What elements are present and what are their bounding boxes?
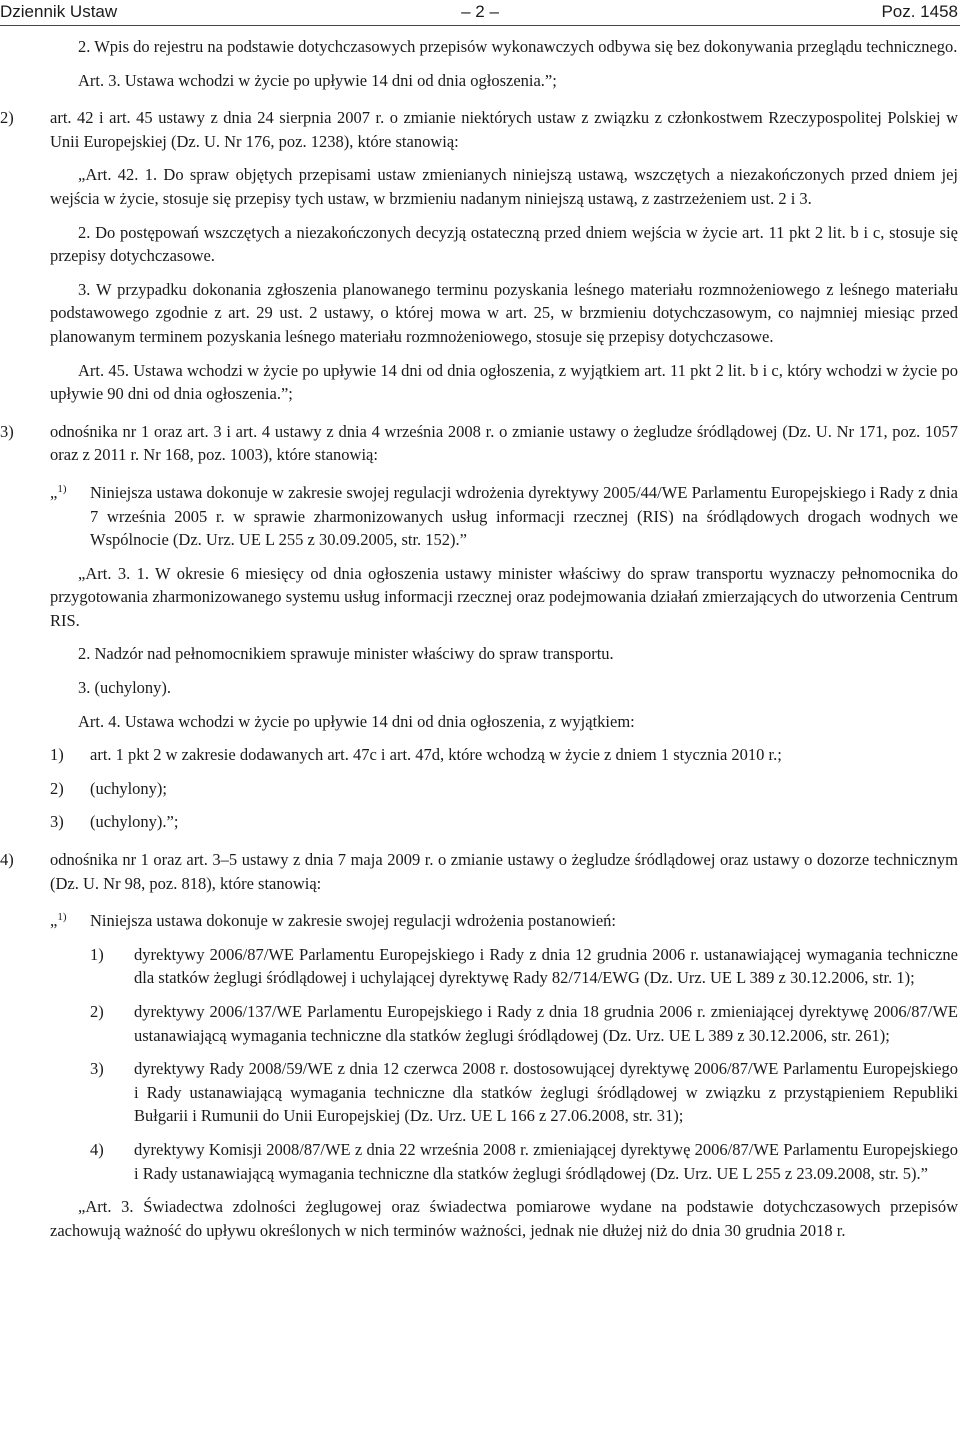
list-item [0,743,958,767]
item-text: dyrektywy 2006/137/WE Parlamentu Europejskiego i Rady z dnia 18 grudnia 2006 r. zmieniającej dyrektywę 2006/87/WE ustanawiającą wymagania techniczne dla statków żeglugi śródlądowej (Dz. Urz. UE L 389 z 30.12.2006, str. 261); [134,1002,958,1045]
header-rule [0,25,960,26]
item-number: 3) [90,1059,104,1079]
item-text: odnośnika nr 1 oraz art. 3 i art. 4 ustawy z dnia 4 września 2008 r. o zmianie ustawy o żegludze śródlądowej (Dz. U. Nr 171, poz. 1057 oraz z 2011 r. Nr 168, poz. 1003), które stanowią: [50,421,958,465]
directive-item [0,943,958,990]
item-text: art. 1 pkt 2 w zakresie dodawanych art. 47c i art. 47d, które wchodzą w życie z dniem 1 stycznia 2010 r.; [90,745,782,765]
footnote-text: Niniejsza ustawa dokonuje w zakresie swojej regulacji wdrożenia dyrektywy 2005/44/WE Parlamentu Europejskiego i Rady z dnia 7 września 2005 r. w sprawie zharmonizowanych usług informacji rzecznej (RIS) na śródlądowych drogach wodnych we Wspólnocie (Dz. Urz. UE L 255 z 30.09.2005, str. 152).” [90,482,958,550]
directive-item [0,1000,958,1047]
paragraph: „Art. 3. 1. W okresie 6 miesięcy od dnia ogłoszenia ustawy minister właściwy do spraw transportu wyznaczy pełnomocnika do przygotowania zharmonizowanego systemu usług informacji rzecznej oraz podejmowania działań zmierzających do utworzenia Centrum RIS. [50,563,958,630]
paragraph: 2. Nadzór nad pełnomocnikiem sprawuje minister właściwy do spraw transportu. [78,644,614,664]
page-number: – 2 – [461,2,499,21]
footnote-marker: „$^{1)}$ [50,911,67,931]
document-body [0,35,958,1242]
list-item [0,810,958,834]
paragraph: Art. 45. Ustawa wchodzi w życie po upływie 14 dni od dnia ogłoszenia, z wyjątkiem art. 11 pkt 2 lit. b i c, który wchodzi w życie po upływie 90 dni od dnia ogłoszenia.”; [50,360,958,404]
list-item [0,848,958,895]
item-number: 1) [90,944,104,964]
journal-title: Dziennik Ustaw [0,2,118,21]
item-number: 4) [90,1139,104,1159]
position-number: Poz. 1458 [881,2,958,21]
footnote-text: Niniejsza ustawa dokonuje w zakresie swojej regulacji wdrożenia postanowień: [90,911,616,931]
item-number: 4) [0,850,14,870]
paragraph: 2. Do postępowań wszczętych a niezakończonych decyzją ostateczną przed dniem wejścia w życie art. 11 pkt 2 lit. b i c, stosuje się przepisy dotychczasowe. [50,222,958,266]
list-item [0,777,958,801]
item-number: 2) [50,778,64,798]
footnote [0,909,958,933]
directive-item [0,1138,958,1185]
item-number: 2) [90,1002,104,1021]
item-text: dyrektywy Komisji 2008/87/WE z dnia 22 września 2008 r. zmieniającej dyrektywę 2006/87/WE Parlamentu Europejskiego i Rady ustanawiającą wymagania techniczne dla statków żeglugi śródlądowej (Dz. Urz. UE L 255 z 23.09.2008, str. 5).” [134,1139,958,1183]
directive-item [0,1057,958,1128]
list-item [0,106,958,153]
item-text: dyrektywy 2006/87/WE Parlamentu Europejskiego i Rady z dnia 12 grudnia 2006 r. ustanawiającej wymagania techniczne dla statków żeglugi śródlądowej i uchylającej dyrektywę Rady 82/714/EWG (Dz. Urz. UE L 389 z 30.12.2006, str. 1); [134,944,958,988]
paragraph: 3. (uchylony). [78,678,172,698]
item-text: dyrektywy Rady 2008/59/WE z dnia 12 czerwca 2008 r. dostosowującej dyrektywę 2006/87/WE Parlamentu Europejskiego i Rady ustanawiającą wymagania techniczne dla statków żeglugi śródlądowej w związku z przystąpieniem Republiki Bułgarii i Rumunii do Unii Europejskiej (Dz. Urz. UE L 166 z 27.06.2008, str. 31); [134,1059,958,1126]
item-number: 3) [0,421,14,441]
paragraph: „Art. 3. Świadectwa zdolności żeglugowej oraz świadectwa pomiarowe wydane na podstawie dotychczasowych przepisów zachowują ważność do upływu określonych w nich terminów ważności, jednak nie dłużej niż do dnia 30 grudnia 2018 r. [50,1197,958,1240]
item-text: art. 42 i art. 45 ustawy z dnia 24 sierpnia 2007 r. o zmianie niektórych ustaw z związku z członkostwem Rzeczypospolitej Polskiej w Unii Europejskiej (Dz. U. Nr 176, poz. 1238), które stanowią: [50,108,958,151]
item-number: 2) [0,108,14,128]
footnote [0,481,958,552]
item-number: 3) [50,812,64,832]
item-text: (uchylony); [90,778,167,798]
paragraph: Art. 3. Ustawa wchodzi w życie po upływie 14 dni od dnia ogłoszenia.”; [78,70,557,90]
paragraph: „Art. 42. 1. Do spraw objętych przepisami ustaw zmienianych niniejszą ustawą, wszczętych a niezakończonych przed dniem jej wejścia w życie, stosuje się przepisy tych ustaw, w brzmieniu nadanym niniejszą ustawą, z zastrzeżeniem ust. 2 i 3. [50,165,958,208]
paragraph: 2. Wpis do rejestru na podstawie dotychczasowych przepisów wykonawczych odbywa się bez dokonywania przeglądu technicznego. [78,37,958,56]
list-item [0,420,958,467]
page-header [0,0,960,28]
item-text: (uchylony).”; [90,812,179,832]
footnote-marker: „$^{1)}$ [50,482,67,502]
item-number: 1) [50,745,64,765]
paragraph: Art. 4. Ustawa wchodzi w życie po upływie 14 dni od dnia ogłoszenia, z wyjątkiem: [78,711,635,731]
item-text: odnośnika nr 1 oraz art. 3–5 ustawy z dnia 7 maja 2009 r. o zmianie ustawy o żegludze śródlądowej oraz ustawy o dozorze technicznym (Dz. U. Nr 98, poz. 818), które stanowią: [50,850,958,893]
paragraph: 3. W przypadku dokonania zgłoszenia planowanego terminu pozyskania leśnego materiału rozmnożeniowego z leśnego materiału podstawowego zgodnie z art. 29 ust. 2 ustawy, o której mowa w art. 25, w brzmieniu dotychczasowym, co najmniej miesiąc przed planowanym terminem pozyskania leśnego materiału rozmnożeniowego, stosuje się przepisy dotychczasowe. [50,279,958,346]
